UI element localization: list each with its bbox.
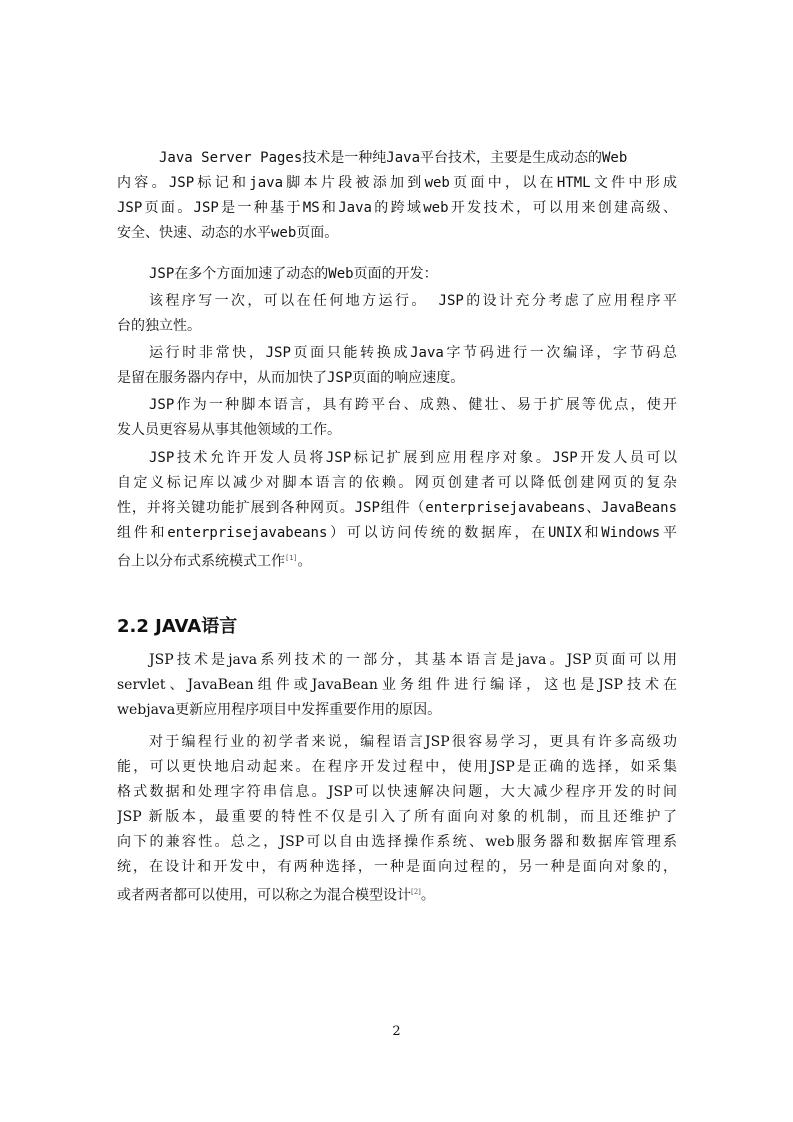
text-line xyxy=(117,880,677,905)
text-line: servlet、JavaBean组件或JavaBean业务组件进行编译，这也是JSP技术在 xyxy=(117,677,677,693)
text-line: 能，可以更快地启动起来。在程序开发过程中，使用JSP是正确的选择，如采集 xyxy=(117,759,677,775)
text-line: 安全、快速、动态的水平web页面。 xyxy=(117,225,339,241)
paragraph-write-once xyxy=(117,289,677,339)
text-span: 或者两者都可以使用，可以称之为混合模型设计 xyxy=(117,887,411,904)
paragraph-jsp-speed xyxy=(117,262,677,287)
text-line: 是留在服务器内存中，从而加快了JSP页面的响应速度。 xyxy=(117,370,465,386)
text-line: 发人员更容易从事其他领域的工作。 xyxy=(117,422,341,438)
section-heading: 2.2 JAVA语言 xyxy=(117,616,238,637)
page-number: 2 xyxy=(392,1024,401,1039)
text-line: 对于编程行业的初学者来说，编程语言JSP很容易学习，更具有许多高级功 xyxy=(149,734,677,750)
paragraph-jsp-java xyxy=(117,648,677,723)
text-line: 向下的兼容性。总之，JSP可以自由选择操作系统、web服务器和数据库管理系 xyxy=(117,834,677,850)
text-span: 。 xyxy=(420,887,435,904)
text-line: JSP在多个方面加速了动态的Web页面的开发： xyxy=(149,266,438,282)
text-line: JSP技术是java系列技术的一部分，其基本语言是java。JSP页面可以用 xyxy=(149,652,677,668)
paragraph-runtime-fast xyxy=(117,341,677,391)
citation-ref: [2] xyxy=(411,888,421,896)
text-line: 统，在设计和开发中，有两种选择，一种是面向过程的，另一种是面向对象的， xyxy=(117,859,677,875)
text-span: 台上以分布式系统模式工作 xyxy=(117,553,285,570)
text-line: 该程序写一次，可以在任何地方运行。 JSP的设计充分考虑了应用程序平 xyxy=(149,293,677,309)
paragraph-jsp-intro xyxy=(117,146,677,246)
text-line: Java Server Pages技术是一种纯Java平台技术，主要是生成动态的Web xyxy=(145,150,628,166)
paragraph-script-language xyxy=(117,393,677,443)
paragraph-beginners xyxy=(117,730,677,905)
text-line: 台的独立性。 xyxy=(117,318,201,334)
text-line: JSP 新版本，最重要的特性不仅是引入了所有面向对象的机制，而且还维护了 xyxy=(117,809,677,825)
text-line: JSP页面。JSP是一种基于MS和Java的跨域web开发技术，可以用来创建高级、 xyxy=(117,200,677,216)
text-line: 内容。JSP标记和java脚本片段被添加到web页面中，以在HTML文件中形成 xyxy=(117,175,677,191)
text-span: 。 xyxy=(297,553,312,570)
text-line: webjava更新应用程序项目中发挥重要作用的原因。 xyxy=(117,702,442,718)
text-line xyxy=(117,546,677,571)
text-line: 格式数据和处理字符串信息。JSP可以快速解决问题，大大减少程序开发的时间 xyxy=(117,784,677,800)
paragraph-tag-extension xyxy=(117,446,677,571)
text-line: 性，并将关键功能扩展到各种网页。JSP组件（enterprisejavabeans、JavaBeans xyxy=(117,500,677,516)
text-line: 运行时非常快，JSP页面只能转换成Java字节码进行一次编译，字节码总 xyxy=(149,345,677,361)
text-line: JSP技术允许开发人员将JSP标记扩展到应用程序对象。JSP开发人员可以 xyxy=(149,450,677,466)
citation-ref: [1] xyxy=(285,554,298,562)
text-line: JSP作为一种脚本语言，具有跨平台、成熟、健壮、易于扩展等优点，使开 xyxy=(149,397,677,413)
text-line: 组件和enterprisejavabeans）可以访问传统的数据库，在UNIX和Windows平 xyxy=(117,525,677,541)
text-line: 自定义标记库以减少对脚本语言的依赖。网页创建者可以降低创建网页的复杂 xyxy=(117,475,677,491)
